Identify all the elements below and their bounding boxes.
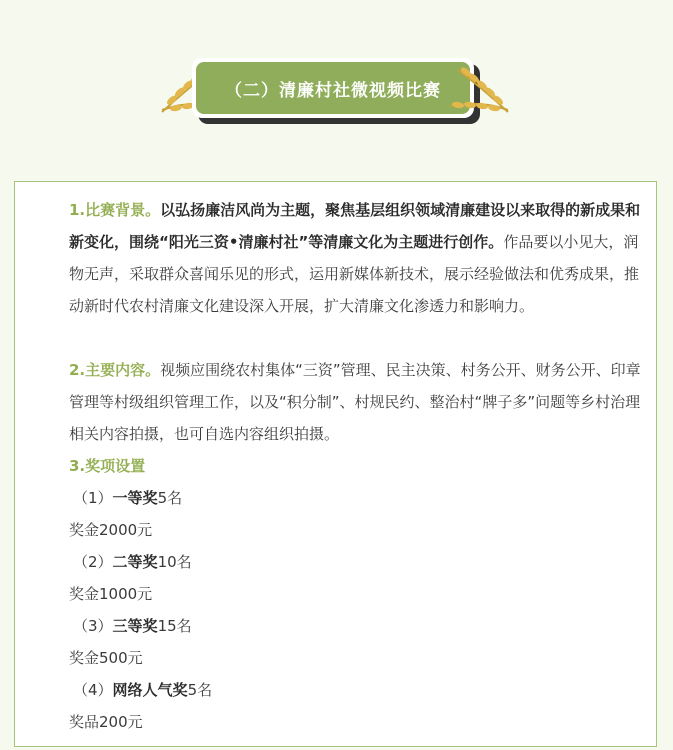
award-prize: 奖金1000元 xyxy=(69,585,153,603)
wheat-decoration-right-icon xyxy=(440,50,520,130)
content-text: 视频应围绕农村集体“三资”管理、民主决策、村务公开、财务公开、印章管理等村级组织管理工作，以及“积分制”、村规民约、整治村“牌子多”问题等乡村治理相关内容拍摄，也可自选内容组织拍摄。 xyxy=(69,361,641,443)
award-prize: 奖金500元 xyxy=(69,649,143,667)
award-prize: 奖金2000元 xyxy=(69,521,153,539)
award-prize: 奖品200元 xyxy=(69,713,143,731)
content-paragraph xyxy=(69,354,653,450)
award-item: （1）一等奖5名 xyxy=(73,489,183,507)
content-box xyxy=(14,181,657,747)
background-text: 作品要以小见大，润物无声，采取群众喜闻乐见的形式，运用新媒体新技术，展示经验做法和优秀成果，推动新时代农村清廉文化建设深入开展，扩大清廉文化渗透力和影响力。 xyxy=(69,233,640,315)
banner-label xyxy=(196,62,470,114)
section-title: （二）清廉村社微视频比赛 xyxy=(225,80,441,101)
background-bold-text: 以弘扬廉洁风尚为主题，聚焦基层组织领域清廉建设以来取得的新成果和新变化，围绕“阳光三资•清廉村社”等清廉文化为主题进行创作。 xyxy=(69,201,641,251)
content-heading: 2.主要内容。 xyxy=(69,361,161,379)
background-paragraph xyxy=(69,194,653,322)
award-item: （3）三等奖15名 xyxy=(73,617,192,635)
award-item: （4）网络人气奖5名 xyxy=(73,681,213,699)
award-item: （2）二等奖10名 xyxy=(73,553,192,571)
section-banner xyxy=(150,50,520,140)
background-heading: 1.比赛背景。 xyxy=(69,201,161,219)
awards-heading: 3.奖项设置 xyxy=(69,457,146,475)
